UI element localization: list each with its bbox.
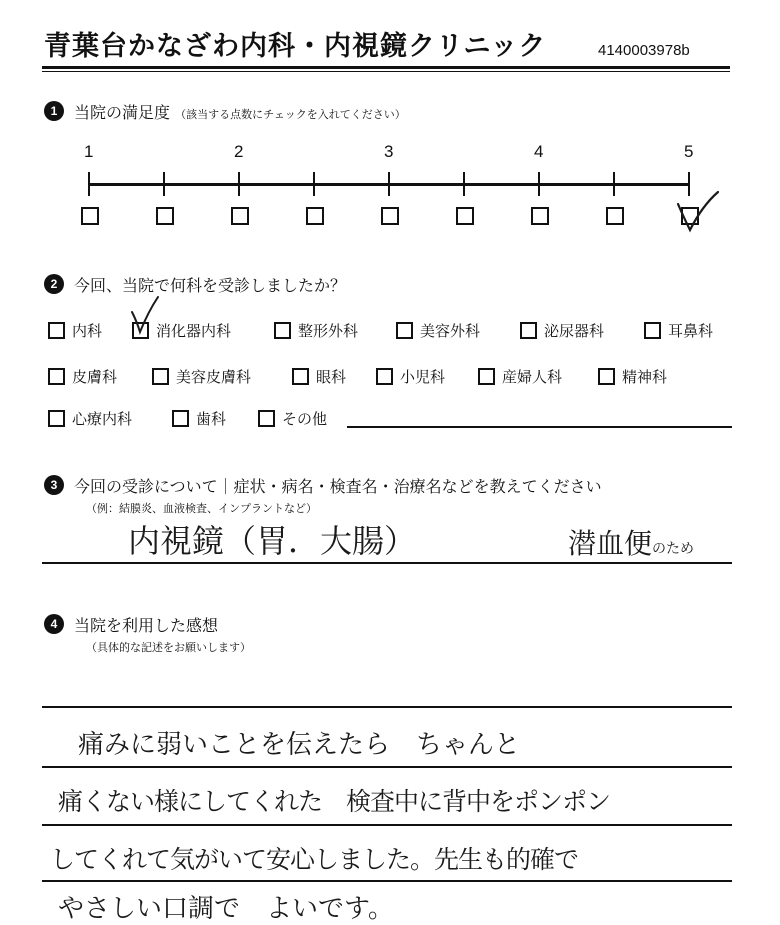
dept-option[interactable] bbox=[478, 366, 598, 387]
q1-number-badge: 1 bbox=[44, 101, 64, 121]
dept-checkbox[interactable] bbox=[598, 368, 615, 385]
dept-option[interactable] bbox=[376, 366, 478, 387]
rating-checkbox[interactable] bbox=[606, 207, 624, 225]
q3-title: 今回の受診について｜症状・病名・検査名・治療名などを教えてください bbox=[74, 477, 602, 496]
scale-tick bbox=[163, 172, 165, 196]
dept-checkbox[interactable] bbox=[292, 368, 309, 385]
dept-checkbox[interactable] bbox=[48, 322, 65, 339]
scale-tick bbox=[238, 172, 240, 196]
dept-checkbox[interactable] bbox=[152, 368, 169, 385]
dept-label: その他 bbox=[282, 410, 328, 428]
dept-option[interactable] bbox=[274, 320, 396, 341]
q4-answer-line[interactable] bbox=[42, 766, 732, 768]
dept-label: 心療内科 bbox=[72, 410, 133, 428]
dept-option-other[interactable] bbox=[258, 408, 327, 429]
q1-note: （該当する点数にチェックを入れてください） bbox=[175, 108, 406, 121]
q4-answer-line[interactable] bbox=[42, 706, 732, 708]
dept-option[interactable] bbox=[48, 366, 152, 387]
scale-tick bbox=[313, 172, 315, 196]
dept-option[interactable] bbox=[396, 320, 520, 341]
scale-label-5: 5 bbox=[684, 142, 694, 161]
q3-answer-reason-small: のため bbox=[652, 541, 695, 557]
dept-checkbox[interactable] bbox=[478, 368, 495, 385]
form-id: 4140003978b bbox=[598, 42, 690, 59]
clinic-name: 青葉台かなざわ内科・内視鏡クリニック bbox=[44, 31, 547, 62]
q4-answer-line-1: 痛みに弱いことを伝えたら ちゃんと bbox=[78, 730, 521, 760]
dept-checkbox[interactable] bbox=[274, 322, 291, 339]
q3-example: （例：結膜炎、血液検査、インプラントなど） bbox=[86, 502, 317, 515]
dept-label: 眼科 bbox=[316, 368, 347, 386]
dept-checkbox[interactable] bbox=[172, 410, 189, 427]
q1-title bbox=[74, 100, 406, 123]
dept-option[interactable] bbox=[598, 366, 667, 387]
dept-option[interactable] bbox=[48, 320, 132, 341]
q4-note: （具体的な記述をお願いします） bbox=[86, 641, 251, 654]
dept-checkbox[interactable] bbox=[48, 368, 65, 385]
dept-checkbox[interactable] bbox=[396, 322, 413, 339]
dept-label: 歯科 bbox=[196, 410, 227, 428]
q4-answer-line[interactable] bbox=[42, 824, 732, 826]
dept-row-2 bbox=[48, 366, 667, 387]
dept-checkmark bbox=[128, 294, 162, 338]
dept-option[interactable] bbox=[520, 320, 644, 341]
dept-option[interactable] bbox=[172, 408, 258, 429]
dept-option[interactable] bbox=[48, 408, 172, 429]
rating-checkbox[interactable] bbox=[231, 207, 249, 225]
q4-title: 当院を利用した感想 bbox=[74, 616, 219, 635]
rating-checkbox[interactable] bbox=[81, 207, 99, 225]
q4-answer-line-4: やさしい口調で よいです。 bbox=[58, 894, 394, 924]
other-input-line[interactable] bbox=[347, 426, 732, 428]
scale-label-1: 1 bbox=[84, 142, 94, 161]
scale-tick bbox=[463, 172, 465, 196]
scale-label-3: 3 bbox=[384, 142, 394, 161]
rating-checkbox[interactable] bbox=[156, 207, 174, 225]
dept-row-3 bbox=[48, 408, 327, 429]
scale-tick bbox=[388, 172, 390, 196]
scale-tick bbox=[538, 172, 540, 196]
scale-label-4: 4 bbox=[534, 142, 544, 161]
dept-checkbox[interactable] bbox=[520, 322, 537, 339]
q4-answer-line-3: してくれて気がいて安心しました。先生も的確で bbox=[50, 845, 579, 874]
q3-answer-reason bbox=[568, 522, 694, 562]
dept-checkbox[interactable] bbox=[376, 368, 393, 385]
dept-label: 産婦人科 bbox=[502, 368, 563, 386]
dept-checkbox[interactable] bbox=[644, 322, 661, 339]
rating-checkbox[interactable] bbox=[306, 207, 324, 225]
header-rule-thin bbox=[42, 71, 730, 72]
header-rule bbox=[42, 66, 730, 69]
q4-number-badge: 4 bbox=[44, 614, 64, 634]
rating-checkbox[interactable] bbox=[381, 207, 399, 225]
dept-label: 消化器内科 bbox=[156, 322, 232, 340]
q3-number-badge: 3 bbox=[44, 475, 64, 495]
rating-checkbox[interactable] bbox=[531, 207, 549, 225]
dept-option[interactable] bbox=[152, 366, 292, 387]
q3-answer-reason-main: 潜血便 bbox=[568, 527, 653, 560]
scale-label-2: 2 bbox=[234, 142, 244, 161]
dept-label: 美容外科 bbox=[420, 322, 481, 340]
dept-option[interactable] bbox=[292, 366, 376, 387]
dept-label: 泌尿器科 bbox=[544, 322, 605, 340]
q3-answer-exam: 内視鏡（胃．大腸） bbox=[128, 522, 417, 560]
q4-answer-line[interactable] bbox=[42, 880, 732, 882]
q3-answer-line[interactable] bbox=[42, 562, 732, 564]
rating-checkmark-5 bbox=[672, 188, 722, 236]
q1-title-text: 当院の満足度 bbox=[74, 103, 171, 122]
dept-label: 耳鼻科 bbox=[668, 322, 714, 340]
dept-checkbox[interactable] bbox=[48, 410, 65, 427]
scale-tick bbox=[613, 172, 615, 196]
dept-checkbox[interactable] bbox=[258, 410, 275, 427]
dept-label: 美容皮膚科 bbox=[176, 368, 252, 386]
dept-label: 小児科 bbox=[400, 368, 446, 386]
q4-answer-line-2: 痛くない様にしてくれた 検査中に背中をポンポン bbox=[58, 787, 611, 816]
q2-title: 今回、当院で何科を受診しましたか？ bbox=[74, 276, 347, 295]
rating-checkbox[interactable] bbox=[456, 207, 474, 225]
dept-label: 内科 bbox=[72, 322, 103, 340]
dept-label: 皮膚科 bbox=[72, 368, 118, 386]
q2-number-badge: 2 bbox=[44, 274, 64, 294]
dept-label: 整形外科 bbox=[298, 322, 359, 340]
dept-option[interactable] bbox=[644, 320, 713, 341]
scale-tick bbox=[88, 172, 90, 196]
dept-label: 精神科 bbox=[622, 368, 668, 386]
